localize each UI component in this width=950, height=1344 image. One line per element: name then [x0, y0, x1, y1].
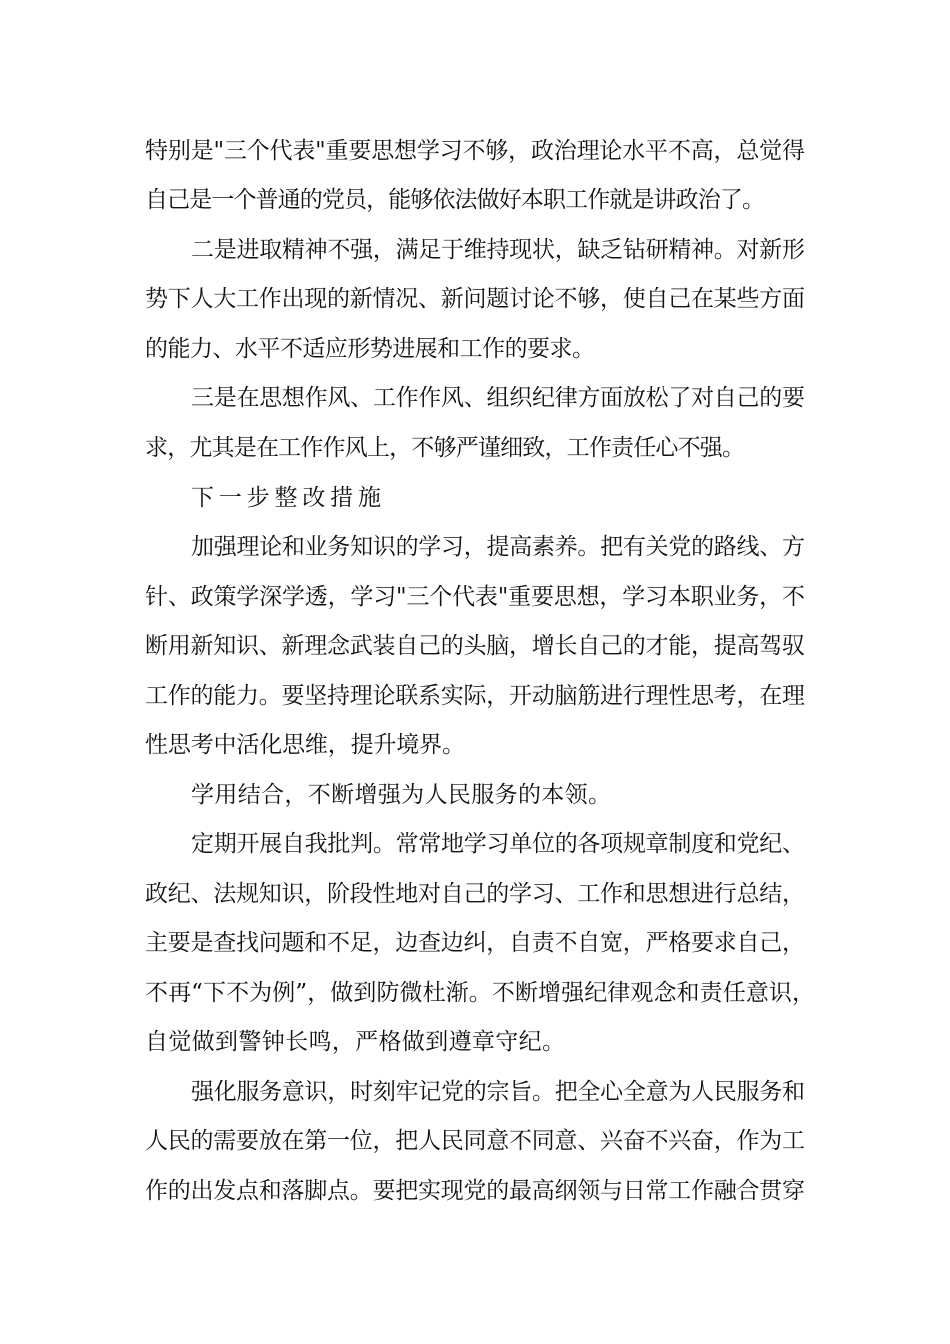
text-line: 的能力、水平不适应形势进展和工作的要求。 [145, 336, 595, 362]
text-line: 不再“下不为例”，做到防微杜渐。不断增强纪律观念和责任意识， [145, 980, 816, 1006]
text-line: 针、政策学深学透，学习"三个代表"重要思想，学习本职业务，不 [145, 584, 805, 610]
text-line: 工作的能力。要坚持理论联系实际，开动脑筋进行理性思考，在理 [145, 683, 805, 709]
text-line: 断用新知识、新理念武装自己的头脑，增长自己的才能，提高驾驭 [145, 633, 805, 659]
text-line: 特别是"三个代表"重要思想学习不够，政治理论水平不高，总觉得 [145, 138, 805, 164]
text-line: 自觉做到警钟长鸣，严格做到遵章守纪。 [145, 1029, 566, 1055]
text-line: 政纪、法规知识，阶段性地对自己的学习、工作和思想进行总结， [145, 881, 805, 907]
text-line: 加强理论和业务知识的学习，提高素养。把有关党的路线、方 [191, 534, 805, 560]
text-line: 求，尤其是在工作作风上，不够严谨细致，工作责任心不强。 [145, 435, 745, 461]
text-line: 二是进取精神不强，满足于维持现状，缺乏钻研精神。对新形 [191, 237, 805, 263]
text-line: 强化服务意识，时刻牢记党的宗旨。把全心全意为人民服务和 [191, 1079, 805, 1105]
text-line: 三是在思想作风、工作作风、组织纪律方面放松了对自己的要 [191, 385, 805, 411]
text-line: 自己是一个普通的党员，能够依法做好本职工作就是讲政治了。 [145, 187, 765, 213]
text-line: 作的出发点和落脚点。要把实现党的最高纲领与日常工作融合贯穿 [145, 1178, 805, 1204]
text-line: 定期开展自我批判。常常地学习单位的各项规章制度和党纪、 [191, 831, 805, 857]
text-line: 人民的需要放在第一位，把人民同意不同意、兴奋不兴奋，作为工 [145, 1128, 805, 1154]
text-line: 主要是查找问题和不足，边查边纠，自责不自宽，严格要求自己， [145, 930, 805, 956]
text-line: 势下人大工作出现的新情况、新问题讨论不够，使自己在某些方面 [145, 286, 805, 312]
text-line: 性思考中活化思维，提升境界。 [145, 732, 465, 758]
text-line: 学用结合，不断增强为人民服务的本领。 [191, 782, 612, 808]
section-heading: 下一步整改措施 [191, 485, 386, 511]
